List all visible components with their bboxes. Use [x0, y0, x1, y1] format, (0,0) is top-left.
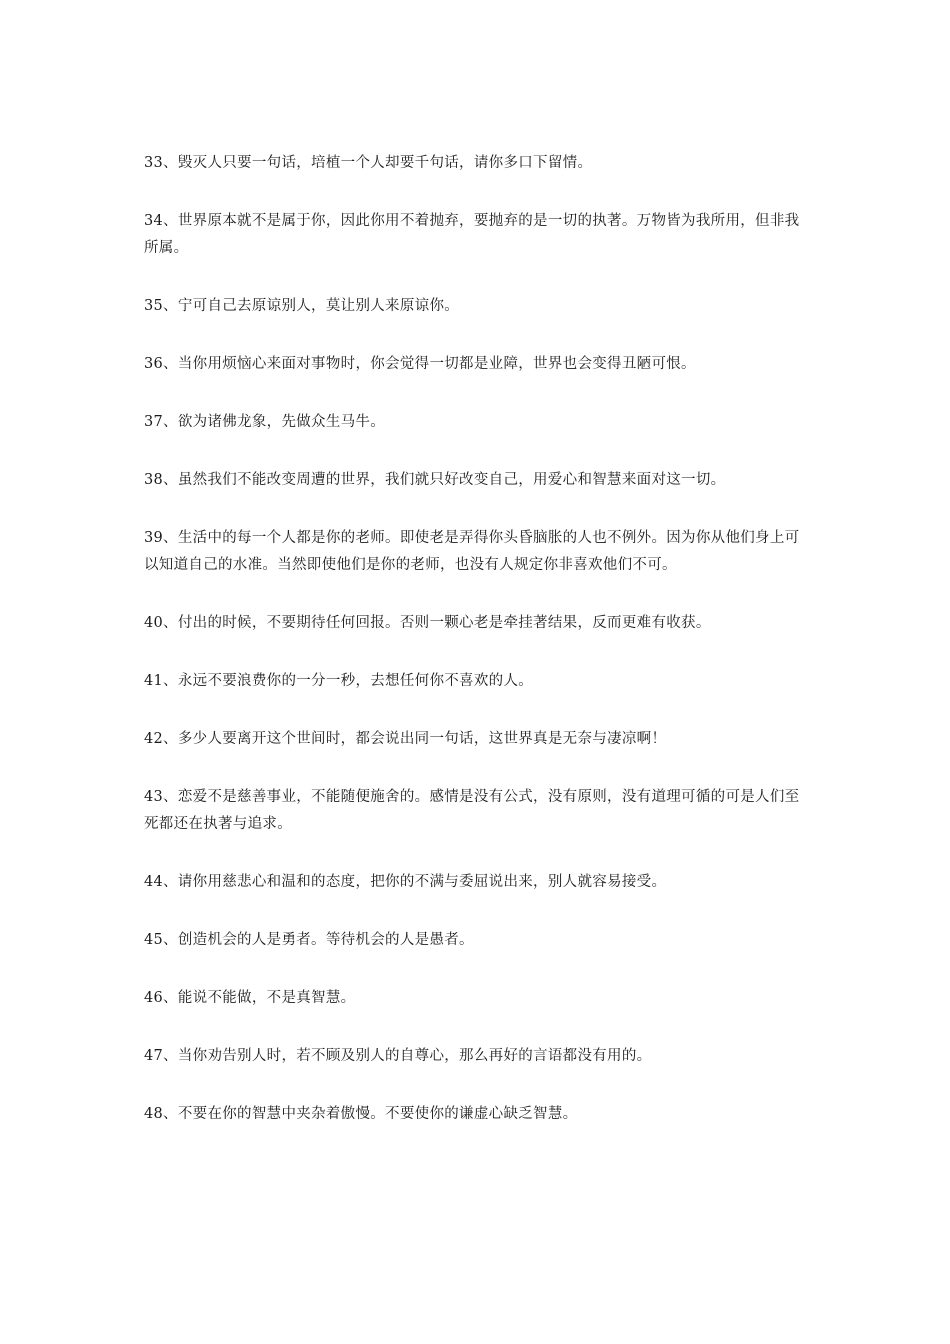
quote-44: 44、请你用慈悲心和温和的态度，把你的不满与委屈说出来，别人就容易接受。 [144, 874, 667, 890]
quote-37: 37、欲为诸佛龙象，先做众生马牛。 [144, 414, 386, 430]
quote-45: 45、创造机会的人是勇者。等待机会的人是愚者。 [144, 932, 474, 948]
quote-33: 33、毁灭人只要一句话，培植一个人却要千句话，请你多口下留情。 [144, 155, 593, 171]
quote-39: 39、生活中的每一个人都是你的老师。即使老是弄得你头昏脑胀的人也不例外。因为你从他们身上可以知道自己的水准。当然即使他们是你的老师，也没有人规定你非喜欢他们不可。 [144, 530, 800, 573]
quote-list [144, 150, 812, 1159]
quote-38: 38、虽然我们不能改变周遭的世界，我们就只好改变自己，用爱心和智慧来面对这一切。 [144, 472, 726, 488]
quote-47: 47、当你劝告别人时，若不顾及别人的自尊心，那么再好的言语都没有用的。 [144, 1048, 652, 1064]
quote-42: 42、多少人要离开这个世间时，都会说出同一句话，这世界真是无奈与凄凉啊！ [144, 731, 667, 747]
quote-40: 40、付出的时候，不要期待任何回报。否则一颗心老是牵挂著结果，反而更难有收获。 [144, 615, 711, 631]
quote-34: 34、世界原本就不是属于你，因此你用不着抛弃，要抛弃的是一切的执著。万物皆为我所用，但非我所属。 [144, 213, 800, 256]
quote-35: 35、宁可自己去原谅别人，莫让别人来原谅你。 [144, 298, 460, 314]
quote-46: 46、能说不能做，不是真智慧。 [144, 990, 356, 1006]
quote-36: 36、当你用烦恼心来面对事物时，你会觉得一切都是业障，世界也会变得丑陋可恨。 [144, 356, 696, 372]
quote-43: 43、恋爱不是慈善事业，不能随便施舍的。感情是没有公式，没有原则，没有道理可循的可是人们至死都还在执著与追求。 [144, 789, 800, 832]
quote-48: 48、不要在你的智慧中夹杂着傲慢。不要使你的谦虚心缺乏智慧。 [144, 1106, 578, 1122]
quote-41: 41、永远不要浪费你的一分一秒，去想任何你不喜欢的人。 [144, 673, 534, 689]
